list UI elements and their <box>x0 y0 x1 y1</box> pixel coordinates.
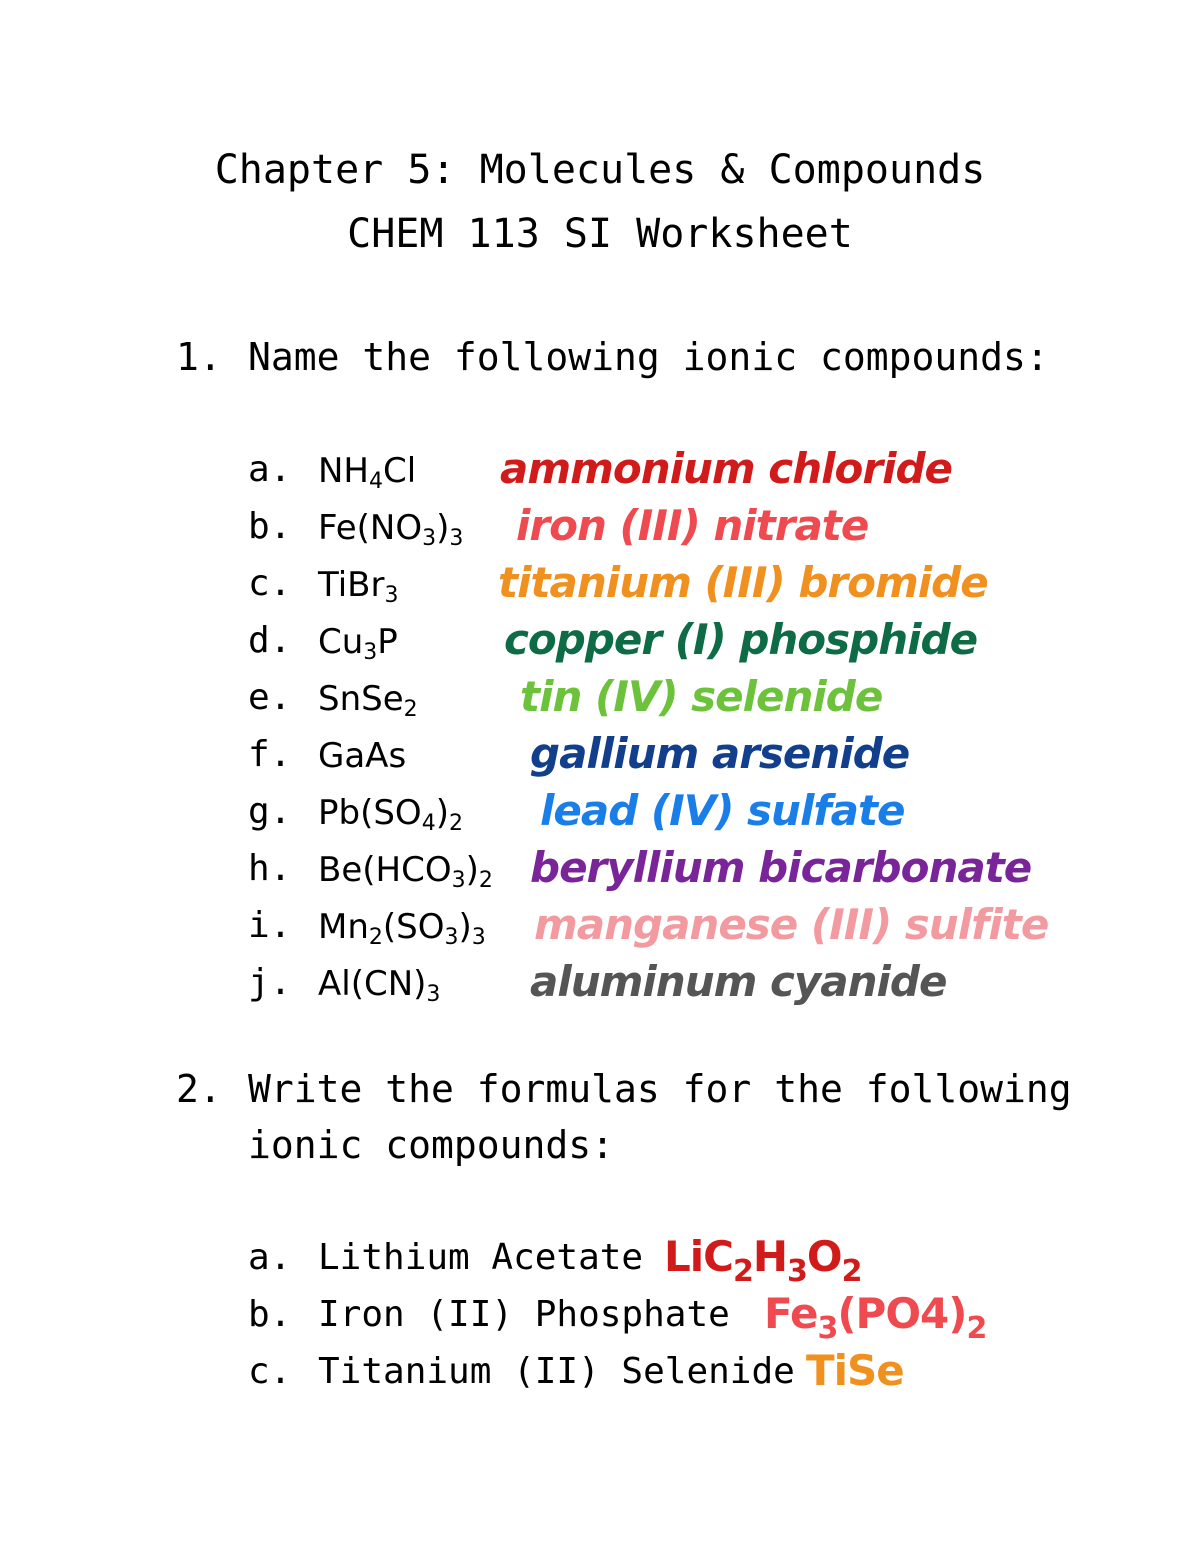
subscript: 4 <box>421 811 436 836</box>
handwritten-answer: copper (I) phosphide <box>504 615 978 664</box>
subscript: 4 <box>369 469 383 494</box>
chemical-formula <box>318 508 464 551</box>
formula-part: O <box>806 1232 842 1281</box>
subscript: 2 <box>448 811 463 836</box>
item-letter: h. <box>248 848 292 889</box>
formula-part: GaAs <box>318 736 407 776</box>
item-letter: g. <box>248 791 292 832</box>
item-letter: c. <box>248 563 292 604</box>
formula-part: ) <box>436 508 450 548</box>
formula-part: SnSe <box>318 679 404 719</box>
chemical-formula <box>318 793 463 836</box>
handwritten-answer <box>764 1289 987 1346</box>
formula-part: LiC <box>664 1232 733 1281</box>
question-prompt-line-1: Write the formulas for the following <box>248 1067 1072 1111</box>
handwritten-answer <box>806 1346 904 1395</box>
subscript: 3 <box>449 526 464 551</box>
item-letter: d. <box>248 620 292 661</box>
formula-part: Cl <box>383 451 417 491</box>
subscript: 3 <box>451 868 466 893</box>
page-title: Chapter 5: Molecules & Compounds <box>214 147 986 193</box>
subscript: 2 <box>966 1311 987 1346</box>
formula-part: H <box>752 1232 788 1281</box>
item-letter: c. <box>248 1351 292 1392</box>
subscript: 3 <box>422 526 437 551</box>
subscript: 3 <box>787 1254 807 1289</box>
formula-part: P <box>377 622 398 662</box>
handwritten-answer: titanium (III) bromide <box>498 558 988 607</box>
chemical-formula <box>318 964 441 1007</box>
formula-part: (PO4) <box>837 1289 967 1338</box>
subscript: 2 <box>841 1254 862 1289</box>
formula-part: Fe(NO <box>318 508 423 548</box>
subscript: 3 <box>426 982 441 1007</box>
item-letter: e. <box>248 677 292 718</box>
subscript: 3 <box>363 640 378 665</box>
formula-part: TiSe <box>806 1346 904 1395</box>
formula-part: (SO <box>382 907 445 947</box>
subscript: 3 <box>817 1311 838 1346</box>
handwritten-answer: aluminum cyanide <box>530 957 947 1006</box>
item-letter: f. <box>248 734 292 775</box>
question-number: 1. <box>176 335 222 379</box>
compound-name: Iron (II) Phosphate <box>318 1294 730 1335</box>
subscript: 2 <box>403 697 418 722</box>
subscript: 2 <box>732 1254 753 1289</box>
handwritten-answer: beryllium bicarbonate <box>530 843 1032 892</box>
item-letter: i. <box>248 905 292 946</box>
question-prompt-line-2: ionic compounds: <box>248 1123 615 1167</box>
formula-part: Al(CN) <box>318 964 427 1004</box>
chemical-formula <box>318 679 418 722</box>
handwritten-answer: tin (IV) selenide <box>520 672 883 721</box>
handwritten-answer <box>664 1232 862 1289</box>
item-letter: a. <box>248 449 292 490</box>
formula-part: Cu <box>318 622 364 662</box>
formula-part: Mn <box>318 907 369 947</box>
subscript: 3 <box>471 925 486 950</box>
item-letter: a. <box>248 1237 292 1278</box>
handwritten-answer: gallium arsenide <box>530 729 910 778</box>
subscript: 3 <box>444 925 459 950</box>
item-letter: b. <box>248 506 292 547</box>
formula-part: ) <box>435 793 449 833</box>
chemical-formula <box>318 622 398 665</box>
page-subtitle: CHEM 113 SI Worksheet <box>347 211 853 257</box>
formula-part: ) <box>465 850 479 890</box>
formula-part: ) <box>458 907 472 947</box>
subscript: 2 <box>368 925 383 950</box>
subscript: 3 <box>384 583 399 608</box>
formula-part: Pb(SO <box>318 793 422 833</box>
subscript: 2 <box>478 868 493 893</box>
chemical-formula <box>318 736 407 776</box>
handwritten-answer: ammonium chloride <box>500 444 953 493</box>
compound-name: Titanium (II) Selenide <box>318 1351 795 1392</box>
question-prompt: Name the following ionic compounds: <box>248 335 1049 379</box>
item-letter: j. <box>248 962 292 1003</box>
chemical-formula <box>318 907 486 950</box>
handwritten-answer: manganese (III) sulfite <box>534 900 1049 949</box>
formula-part: TiBr <box>318 565 385 605</box>
chemical-formula <box>318 565 399 608</box>
handwritten-answer: iron (III) nitrate <box>516 501 869 550</box>
compound-name: Lithium Acetate <box>318 1237 644 1278</box>
formula-part: Fe <box>764 1289 818 1338</box>
item-letter: b. <box>248 1294 292 1335</box>
formula-part: NH <box>318 451 369 491</box>
chemical-formula <box>318 451 417 494</box>
chemical-formula <box>318 850 493 893</box>
handwritten-answer: lead (IV) sulfate <box>540 786 905 835</box>
formula-part: Be(HCO <box>318 850 452 890</box>
question-number: 2. <box>176 1067 222 1111</box>
